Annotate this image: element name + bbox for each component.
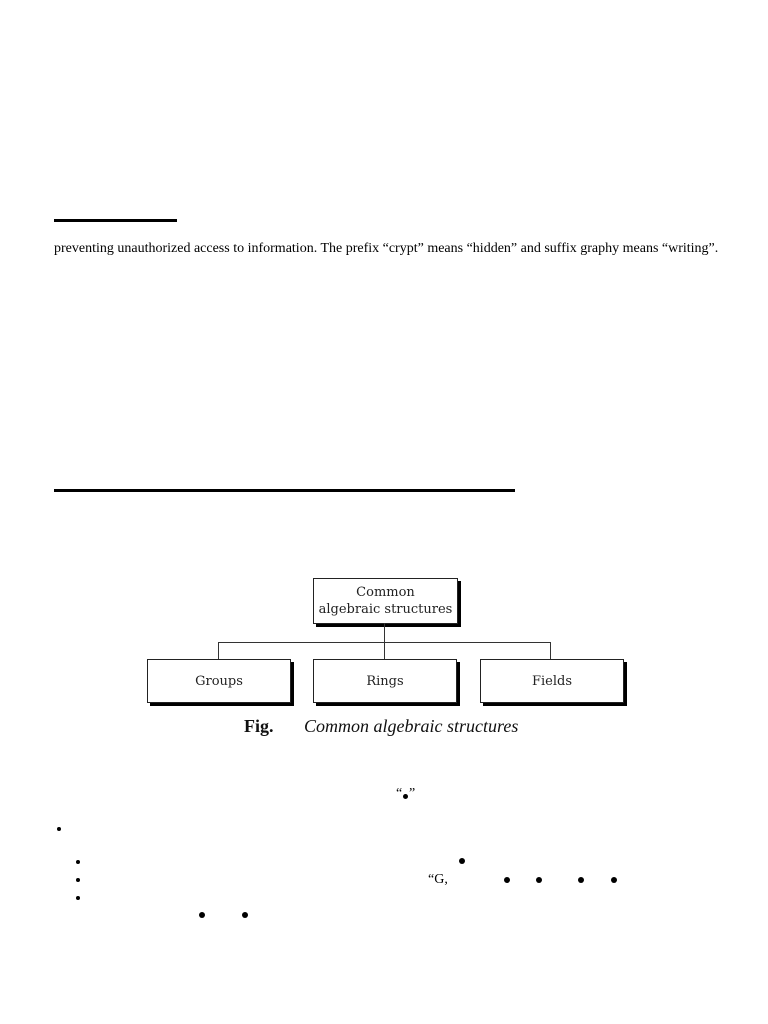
- node-groups: Groups: [147, 659, 291, 703]
- root-label-line1: Common: [356, 585, 415, 600]
- figure-caption: [244, 716, 518, 737]
- root-label-line2: algebraic structures: [318, 602, 453, 617]
- operator-dot: [242, 912, 248, 918]
- operator-dot: [611, 877, 617, 883]
- operator-dot: [403, 794, 408, 799]
- operator-dot: [504, 877, 510, 883]
- node-rings: Rings: [313, 659, 457, 703]
- section-rule-long: [54, 489, 515, 492]
- connector-groups: [218, 642, 219, 659]
- operator-dot: [578, 877, 584, 883]
- operator-dot: [459, 858, 465, 864]
- sub-list-bullet: [76, 860, 80, 864]
- connector-fields: [550, 642, 551, 659]
- operator-dot: [536, 877, 542, 883]
- list-bullet: [57, 827, 61, 831]
- set-g-fragment: “G,: [428, 872, 448, 887]
- node-fields: Fields: [480, 659, 624, 703]
- connector-rings: [384, 642, 385, 659]
- sub-list-bullet: [76, 896, 80, 900]
- operator-quote-close: ”: [409, 786, 416, 801]
- operator-dot: [199, 912, 205, 918]
- figure-label: Fig.: [244, 716, 274, 736]
- connector-root-down: [384, 623, 385, 642]
- root-node: [313, 578, 458, 624]
- section-rule-short: [54, 219, 177, 222]
- intro-paragraph: preventing unauthorized access to information. The prefix “crypt” means “hidden” and suffix graphy means “writing”.: [54, 241, 719, 256]
- sub-list-bullet: [76, 878, 80, 882]
- figure-title: Common algebraic structures: [304, 716, 519, 736]
- operator-quote-open: “: [396, 786, 403, 801]
